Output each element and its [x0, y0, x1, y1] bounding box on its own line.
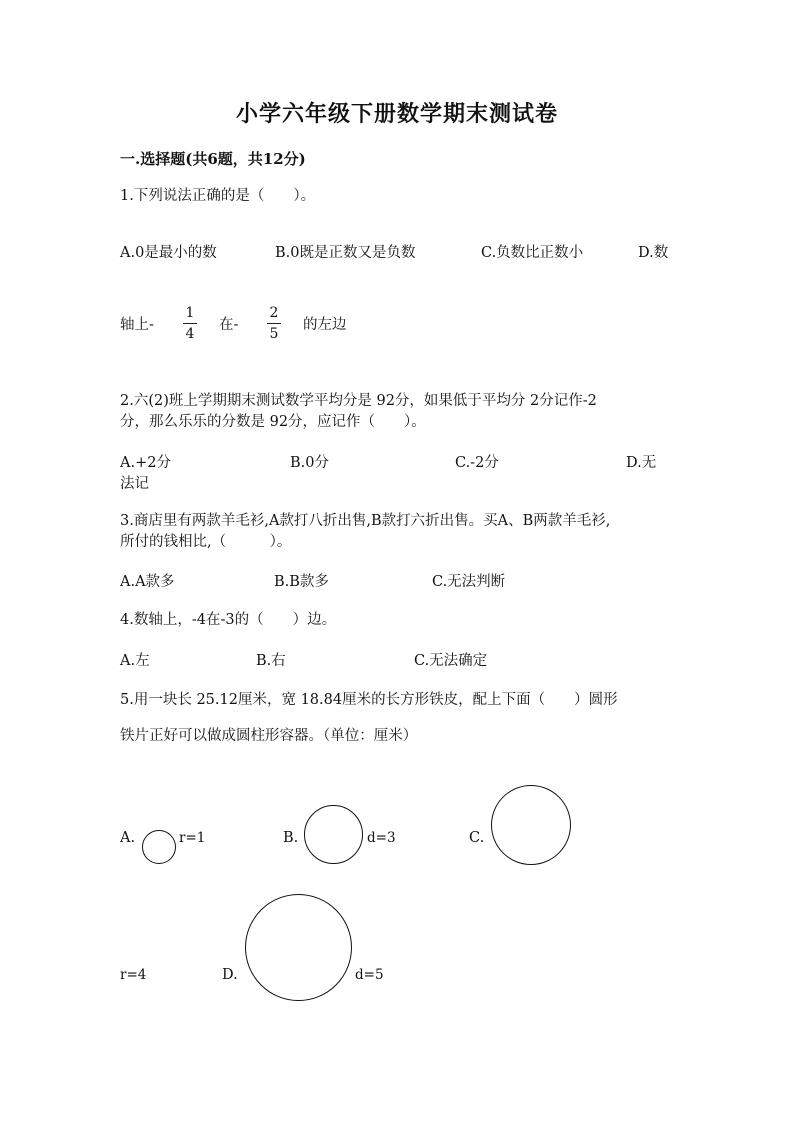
question-1-option-c[interactable]: C.负数比正数小 [481, 245, 584, 261]
question-2-option-b[interactable]: B.0分 [290, 455, 329, 471]
question-5-option-a-note: r=1 [179, 830, 206, 846]
question-5-option-d-note: d=5 [355, 967, 384, 983]
question-2-stem-line-2: 分，那么乐乐的分数是 92分，应记作（ ）。 [120, 414, 426, 430]
question-4-option-a[interactable]: A.左 [120, 653, 150, 669]
question-1-option-d[interactable]: D.数 [638, 245, 669, 261]
question-1-option-a[interactable]: A.0是最小的数 [120, 245, 217, 261]
question-2-option-c[interactable]: C.-2分 [455, 455, 499, 471]
question-2-option-d-cont: 法记 [120, 476, 149, 492]
question-1-option-d-text-3: 的左边 [303, 317, 347, 333]
question-5-option-b-note: d=3 [367, 830, 396, 846]
question-3-option-b[interactable]: B.B款多 [274, 574, 329, 590]
question-5-stem-line-2: 铁片正好可以做成圆柱形容器。（单位：厘米） [120, 728, 418, 744]
fraction-1-bar [183, 323, 197, 324]
page-title: 小学六年级下册数学期末测试卷 [235, 101, 558, 127]
fraction-2-numerator: 2 [269, 305, 279, 321]
question-5-option-c-label[interactable]: C. [469, 830, 485, 846]
question-5-option-a-circle[interactable] [142, 830, 176, 864]
question-4-option-c[interactable]: C.无法确定 [414, 653, 488, 669]
question-1-option-d-text-2: 在- [219, 317, 239, 333]
question-3-stem-line-1: 3.商店里有两款羊毛衫,A款打八折出售,B款打六折出售。买A、B两款羊毛衫, [120, 513, 611, 529]
question-5-option-b-circle[interactable] [304, 805, 363, 864]
fraction-one-quarter [180, 305, 200, 342]
question-1-option-b[interactable]: B.0既是正数又是负数 [275, 245, 416, 261]
fraction-2-bar [267, 323, 281, 324]
question-1-stem: 1.下列说法正确的是（ ）。 [120, 188, 316, 204]
question-4-stem: 4.数轴上，-4在-3的（ ）边。 [120, 612, 337, 628]
fraction-1-numerator: 1 [185, 305, 195, 321]
question-3-stem-line-2: 所付的钱相比,（ ）。 [120, 534, 292, 550]
question-3-option-c[interactable]: C.无法判断 [432, 574, 506, 590]
question-2-option-a[interactable]: A.+2分 [120, 455, 171, 471]
question-5-stem-line-1: 5.用一块长 25.12厘米，宽 18.84厘米的长方形铁皮，配上下面（ ）圆形 [120, 692, 618, 708]
question-4-option-b[interactable]: B.右 [256, 653, 286, 669]
fraction-2-denominator: 5 [269, 326, 279, 342]
question-1-option-d-text-1: 轴上- [120, 317, 154, 333]
question-2-option-d[interactable]: D.无 [626, 455, 657, 471]
question-5-option-a-label[interactable]: A. [120, 830, 136, 846]
question-5-option-b-label[interactable]: B. [283, 830, 299, 846]
fraction-1-denominator: 4 [185, 326, 195, 342]
question-5-option-c-note: r=4 [120, 967, 147, 983]
section-heading: 一.选择题(共6题，共12分) [120, 150, 306, 168]
question-3-option-a[interactable]: A.A款多 [120, 574, 175, 590]
fraction-two-fifths [264, 305, 284, 342]
question-5-option-c-circle[interactable] [491, 785, 571, 865]
question-5-option-d-label[interactable]: D. [222, 967, 238, 983]
question-2-stem-line-1: 2.六(2)班上学期期末测试数学平均分是 92分，如果低于平均分 2分记作-2 [120, 393, 597, 409]
question-5-option-d-circle[interactable] [245, 894, 352, 1001]
